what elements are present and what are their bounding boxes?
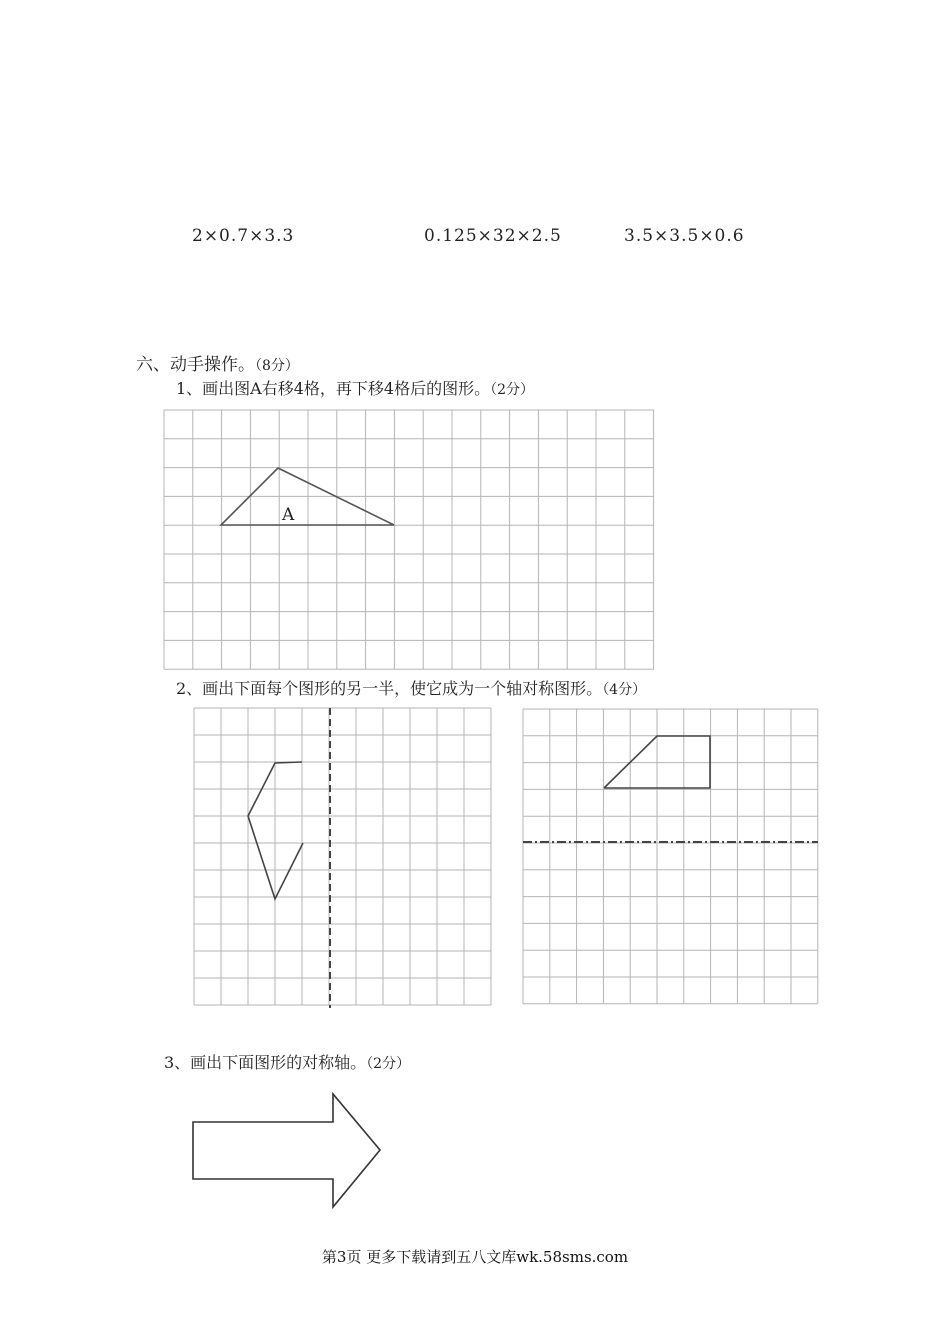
figure-label-a: A (282, 505, 295, 525)
section-heading (136, 350, 299, 375)
task-2 (176, 676, 646, 699)
task-1-points: （2分） (490, 382, 535, 398)
task-3-text: 3、画出下面图形的对称轴。 (164, 1053, 367, 1072)
triangle-a (221, 468, 394, 525)
task-1-text: 1、画出图A右移4格，再下移4格后的图形。 (176, 379, 491, 398)
section-title: 六、动手操作。 (136, 355, 255, 375)
task-2-text: 2、画出下面每个图形的另一半，使它成为一个轴对称图形。 (176, 679, 603, 698)
task-2-points: （4分） (602, 682, 647, 698)
task-1 (176, 376, 534, 399)
section-points: （8分） (255, 358, 299, 374)
task-3-points: （2分） (366, 1056, 411, 1072)
half-shape-left (248, 762, 303, 899)
page-footer: 第3页 更多下载请到五八文库wk.58sms.com (321, 1248, 629, 1266)
expression-1: 2×0.7×3.3 (192, 226, 295, 246)
half-shape-right (604, 736, 710, 788)
expression-2: 0.125×32×2.5 (424, 226, 562, 246)
task-3 (164, 1050, 410, 1073)
expression-3: 3.5×3.5×0.6 (624, 226, 745, 246)
